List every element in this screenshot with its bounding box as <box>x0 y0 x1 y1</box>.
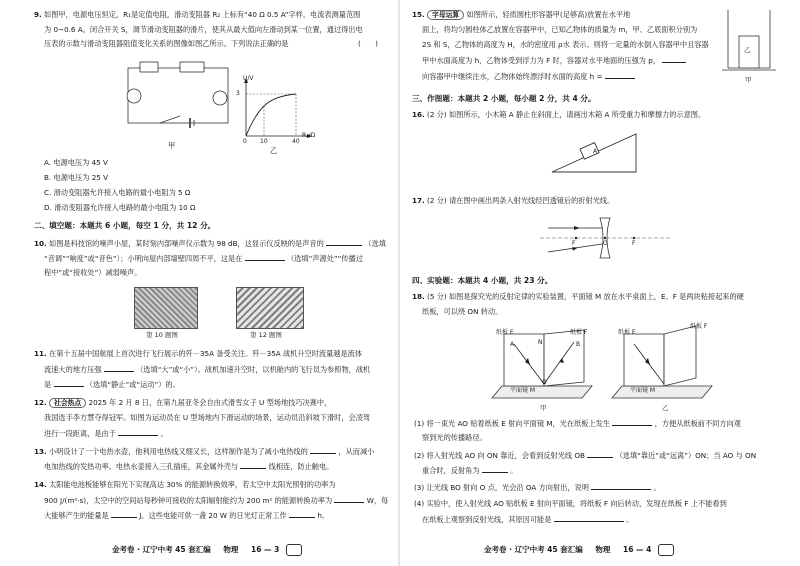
q9-number: 9. <box>34 10 42 19</box>
concave-lens-figure <box>540 214 670 258</box>
q18-blank3[interactable] <box>482 465 508 473</box>
q14-blank2[interactable] <box>111 510 137 518</box>
graph-tick-x0: 0 <box>243 138 247 145</box>
q13-line2: 电加热线的发热功率。电热水壶接入三孔插座，其金属外壳与 线相连，防止触电。 <box>44 462 334 471</box>
fig-b-caption: 乙 <box>662 404 669 412</box>
fig-a-label-o: O <box>542 379 547 386</box>
q18-sub4-line2: 在纸板上观察到反射光线，其原因可能是 。 <box>422 515 634 524</box>
q18-sub1-line2: 察到光的传播路径。 <box>422 433 487 442</box>
q18-blank2[interactable] <box>587 450 613 458</box>
q15-blank1[interactable] <box>662 55 686 63</box>
q9-line1: 9. 如图甲，电源电压恒定，R₁是定值电阻，滑动变阻器 R₂ 上标有“40 Ω 0.5 A”字样，电流表测量范围 <box>34 10 361 19</box>
fig-a-label-n: N <box>538 339 543 346</box>
q15-blank2[interactable] <box>605 71 635 79</box>
q15-line5: 向容器甲中继续注水，乙物体始终漂浮时水面的高度 h = <box>422 71 635 81</box>
fig-a-board-e: 纸板 E <box>496 329 514 336</box>
q11-line2: 流速大的地方压强 （选填“大”或“小”）。战机加速升空时，以机舱内的飞行员为参照物，战机 <box>44 365 371 374</box>
q14-line2: 900 J/(m²·s)，太空中的空间站每秒钟可接收的太阳辐射能约为 200 m² 的能源转换功率为 W，每 <box>44 496 389 505</box>
fig-a-board-f: 纸板 F <box>570 329 588 336</box>
label-yi: 乙 <box>744 46 751 54</box>
q11-blank2[interactable] <box>54 379 84 387</box>
q13-line1: 13. 小明设计了一个电热水壶，他利用电热线又细又长，这样制作是为了减小电热线的 ，从而减小 <box>34 447 375 456</box>
q15-line4: 甲中水面高度为 h，乙物体受到浮力为 F 时，容器对水平地面的压强为 p， <box>422 55 686 65</box>
q13-blank1[interactable] <box>310 446 336 454</box>
brand-logo-icon <box>286 544 302 556</box>
fig-a-label-a: A <box>510 341 515 348</box>
q18-sub2: (2) 将入射光线 AO 向 ON 靠近，会看到反射光线 OB （选填“靠近”或“远离”）ON；当 AO 与 ON <box>414 451 757 460</box>
q15-line3: 2S 和 S，乙物体的高度为 H，水的密度用 ρ水 表示。则将一定量的水倒入容器甲中且容器 <box>422 40 709 49</box>
q12-line3: 进行一段距离，是由于 。 <box>44 429 168 438</box>
q9-option-c: C. 滑动变阻器允许接入电路的最小电阻为 5 Ω <box>44 188 191 197</box>
section-4-heading: 四、实验题：本题共 4 小题，共 23 分。 <box>412 276 553 285</box>
label-box-a: A <box>593 148 598 155</box>
graph-tick-x1: 10 <box>260 138 268 145</box>
fig-a-label-b: B <box>576 341 581 348</box>
label-f-left: F <box>572 240 576 247</box>
q14-blank3[interactable] <box>289 510 315 518</box>
circuit-diagram <box>120 58 240 138</box>
q18-blank1[interactable] <box>612 418 652 426</box>
fig-label-yi: 乙 <box>270 146 278 155</box>
brand-logo-icon <box>658 544 674 556</box>
q14-line3: 大能够产生的能量是 J。这些电能可供一盏 20 W 的日光灯正常工作 h。 <box>44 511 330 520</box>
reflection-figure-a <box>492 326 602 404</box>
label-f-right: F <box>632 240 636 247</box>
q18-line1: 18. (5 分) 如图是探究光的反射定律的实验装置，平面镜 M 放在水平桌面上，E、F 是两块粘接起来的硬 <box>412 292 744 301</box>
hot-topic-tag: 社会热点 <box>49 398 86 408</box>
q18-sub4: (4) 实验中，使入射光线 AO 贴纸板 E 射向平面镜，将纸板 F 向后转动，发现在纸板 F 上不能看到 <box>414 499 727 508</box>
q9-option-d: D. 滑动变阻器允许接入电路的最小电阻为 10 Ω <box>44 203 196 212</box>
q15-line1: 15. 字母运算 如图所示，轻质圆柱形容器甲(足够高)放置在水平地 <box>412 10 631 19</box>
graph-tick-y: 3 <box>236 90 240 97</box>
label-o: O <box>603 240 608 247</box>
q11-line1: 11. 在第十五届中国航展上首次进行飞行展示的歼－35A 备受关注。歼－35A 战机升空时流量越是流体 <box>34 349 363 358</box>
right-footer: 金考卷 · 辽宁中考 45 套汇编 物理 16 — 4 <box>484 544 674 556</box>
q17-line1: 17. (2 分) 请在图中画出两条入射光线经凹透镜后的折射光线。 <box>412 196 615 205</box>
fig-b-mirror: 平面镜 M <box>630 387 656 394</box>
q18-blank4[interactable] <box>591 482 651 490</box>
q18-sub3: (3) 让光线 BO 射向 O 点，光会沿 OA 方向射出，说明 。 <box>414 483 661 492</box>
section-3-heading: 三、作图题：本题共 2 小题，每小题 2 分，共 4 分。 <box>412 94 596 103</box>
container-figure <box>726 10 772 76</box>
q18-sub2-line2: 重合时，反射角为 。 <box>422 466 518 475</box>
fig-b-board-f: 纸板 F <box>690 323 708 330</box>
fig-a-mirror: 平面镜 M <box>510 387 536 394</box>
q12-line2: 我国选手李方慧夺得冠军。如图为运动员在 U 型场地内下滑运动的场景，运动员沿斜坡下滑时，会凌驾 <box>44 413 371 422</box>
fig-label-jia: 甲 <box>168 141 176 150</box>
left-page <box>0 0 398 566</box>
q16-line1: 16. (2 分) 如图所示，小木箱 A 静止在斜面上，请画出木箱 A 所受重力和摩擦力的示意图。 <box>412 110 706 119</box>
caption-q12: 第 12 题图 <box>250 331 282 339</box>
letter-calc-tag: 字母运算 <box>427 10 464 20</box>
q15-line2: 面上，将均匀圆柱体乙放置在容器甲中，已知乙物体的质量为 m，甲、乙底面积分别为 <box>422 25 698 34</box>
graph-tick-x2: 40 <box>292 138 300 145</box>
q11-blank1[interactable] <box>104 364 134 372</box>
q12-blank[interactable] <box>118 428 158 436</box>
q9-line3: 压表的示数与滑动变阻器阻值变化关系的图像如图乙所示。下列说法正确的是 <box>44 39 289 48</box>
label-jia: 甲 <box>745 76 752 84</box>
skier-photo <box>236 287 304 329</box>
q12-line1: 12. 社会热点 2025 年 2 月 8 日，在第九届亚冬会自由式滑雪女子 U 型场地技巧决赛中， <box>34 398 332 407</box>
q14-blank1[interactable] <box>334 495 364 503</box>
q9-option-b: B. 电源电压为 25 V <box>44 173 109 182</box>
noise-room-photo <box>134 287 198 329</box>
q9-line2: 为 0~0.6 A。闭合开关 S，调节滑动变阻器的滑片，使其从最大值向左滑动到某一位置，通过得出电 <box>44 25 363 34</box>
caption-q10: 第 10 题图 <box>146 331 178 339</box>
q10-line2: “音调”“响度”或“音色”）；小明向屋内部墙壁四周不平，这是在 （选填“声源处”“传播过 <box>44 254 363 263</box>
q9-option-a: A. 电源电压为 45 V <box>44 158 108 167</box>
q18-blank5[interactable] <box>554 514 624 522</box>
left-footer: 金考卷 · 辽宁中考 45 套汇编 物理 16 — 3 <box>112 544 302 556</box>
q14-line1: 14. 太阳能电池板能够在阳光下实现高达 30% 的能源转换效率，若太空中太阳光照射的功率为 <box>34 480 336 489</box>
q10-blank1[interactable] <box>326 238 362 246</box>
q13-blank2[interactable] <box>240 461 266 469</box>
reflection-figure-b <box>612 326 722 404</box>
q9-paren: ( ) <box>358 39 378 48</box>
q18-line2: 纸板，可以绕 ON 转动。 <box>422 307 503 316</box>
right-page <box>400 0 800 566</box>
q10-line3: 程中”或“接收处”）减弱噪声。 <box>44 268 142 277</box>
section-2-heading: 二、填空题：本题共 6 小题，每空 1 分，共 12 分。 <box>34 221 216 230</box>
q10-blank2[interactable] <box>245 253 285 261</box>
fig-b-board-e: 纸板 E <box>618 329 636 336</box>
fig-a-caption: 甲 <box>540 404 547 412</box>
graph-ylabel: U/V <box>243 75 254 82</box>
q18-sub1: (1) 将一束光 AO 贴着纸板 E 射向平面镜 M，光在纸板上发生 ，方便从纸板前不同方向观 <box>414 419 741 428</box>
graph-xlabel: R₂/Ω <box>302 132 316 139</box>
q11-line3: 是 （选填“静止”或“运动”）的。 <box>44 380 180 389</box>
q10-line1: 10. 如图是科技馆的噪声小屋，某时刻内部噪声仪示数为 98 dB，这显示仪反映的是声音的 （选填 <box>34 239 386 248</box>
